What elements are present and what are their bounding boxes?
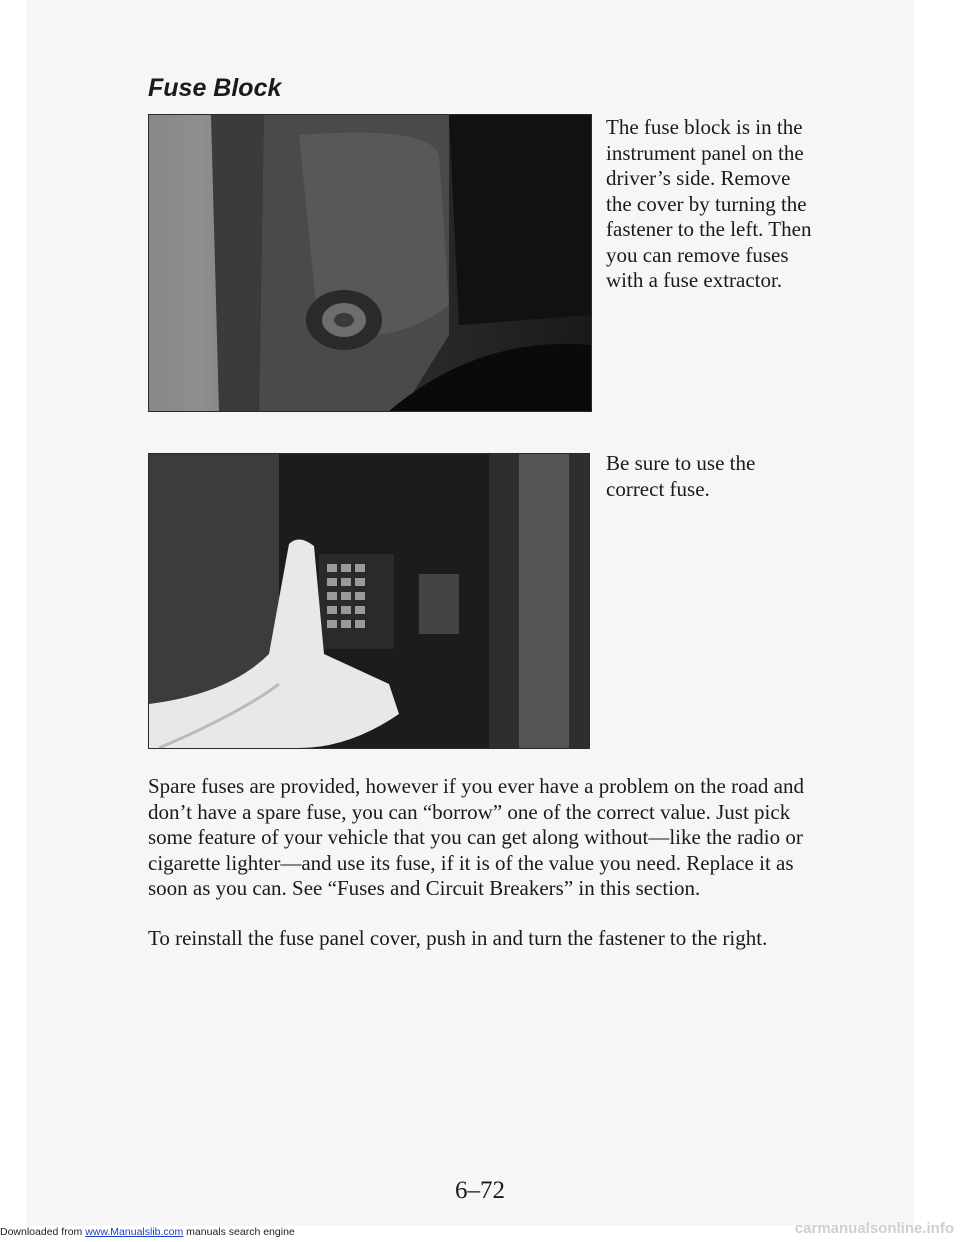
download-footer [0, 1226, 295, 1238]
correct-fuse-text: Be sure to use the correct fuse. [606, 451, 756, 501]
manualslib-link[interactable]: www.Manualslib.com [85, 1226, 184, 1238]
spare-fuses-text: Spare fuses are provided, however if you ever have a problem on the road and don’t have a spare fuse, you can “borrow” one of the correct value. Just pick some feature of your vehicle that you can get along without—like the radio or cigarette lighter—and use its fuse, if it is of the value you need. Replace it as soon as you can. See “Fuses and Circuit Breakers” in this section. [148, 774, 805, 900]
page-number: 6–72 [455, 1177, 505, 1204]
footer-suffix: manuals search engine [183, 1226, 295, 1238]
section-heading: Fuse Block [148, 74, 282, 102]
fuse-block-photo [148, 453, 590, 749]
footer-prefix: Downloaded from [0, 1226, 86, 1238]
fuse-panel-cover-photo [148, 114, 592, 412]
watermark: carmanualsonline.info [794, 1220, 954, 1237]
reinstall-cover-text: To reinstall the fuse panel cover, push in and turn the fastener to the right. [148, 926, 768, 950]
fuse-block-location-text: The fuse block is in the instrument panel on the driver’s side. Remove the cover by turning the fastener to the left. Then you can remove fuses with a fuse extractor. [606, 115, 812, 292]
